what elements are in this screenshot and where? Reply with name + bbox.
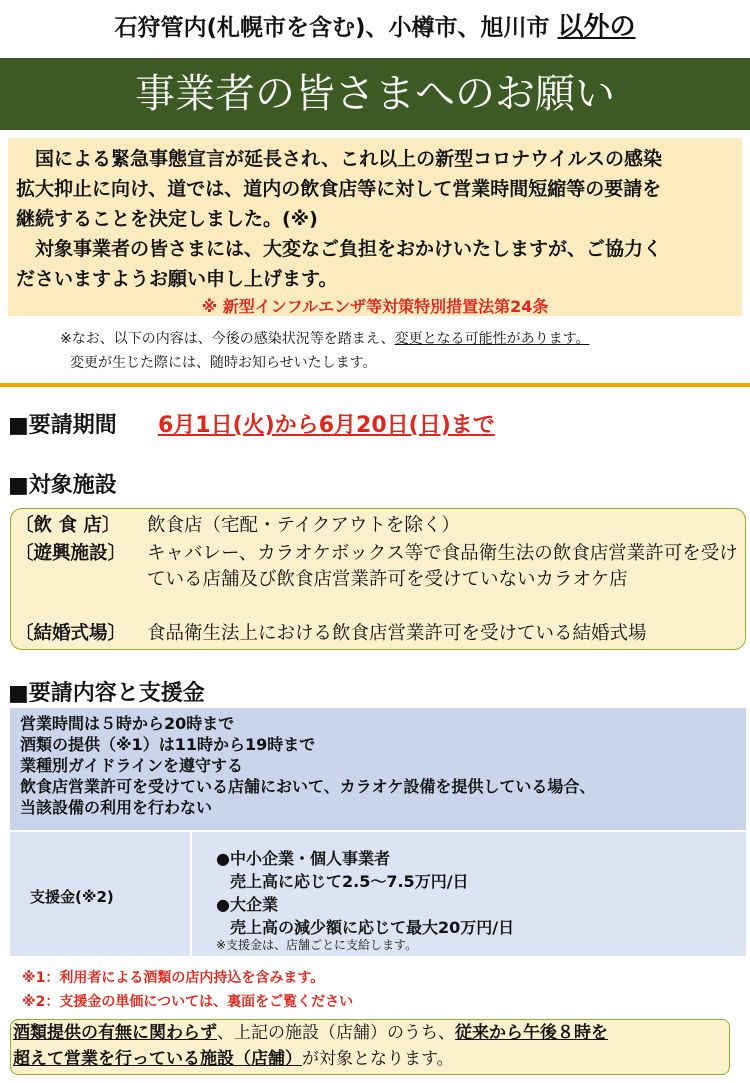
legal-reference: ※ 新型インフルエンザ等対策特別措置法第24条	[201, 297, 549, 316]
target-notice-line-2: 超えて営業を行っている施設（店舗）が対象となります。	[13, 1049, 454, 1069]
facility-label-restaurant: 〔飲 食 店〕	[15, 515, 121, 536]
facility-label-entertainment: 〔遊興施設〕	[15, 543, 127, 564]
support-sme-detail: 売上高に応じて2.5～7.5万円/日	[230, 872, 469, 891]
support-large-detail: 売上高の減少額に応じて最大20万円/日	[230, 918, 515, 937]
notice-line-2: 変更が生じた際には、随時お知らせいたします。	[70, 355, 377, 371]
support-box	[10, 832, 746, 956]
facilities-heading: ■対象施設	[8, 473, 117, 498]
period-value: 6月1日(火)から6月20日(日)まで	[158, 413, 495, 438]
region-emphasis: 以外の	[557, 12, 636, 42]
intro-box	[8, 138, 742, 316]
footnote-2: ※2：支援金の単価については、裏面をご覧ください	[22, 994, 354, 1010]
divider	[0, 383, 750, 387]
request-line: 業種別ガイドラインを遵守する	[20, 756, 244, 775]
facility-label-wedding: 〔結婚式場〕	[15, 623, 127, 644]
region-header	[0, 6, 750, 43]
facility-desc-restaurant: 飲食店（宅配・テイクアウトを除く）	[147, 515, 460, 536]
support-large-title: ●大企業	[216, 895, 278, 914]
support-separator	[190, 832, 192, 956]
support-sme-title: ●中小企業・個人事業者	[216, 849, 390, 868]
target-notice-box	[10, 1019, 730, 1075]
intro-line-4: 対象事業者の皆さまには、大変なご負担をおかけいたしますが、ご協力く	[35, 238, 663, 260]
request-line: 酒類の提供（※1）は11時から19時まで	[20, 735, 316, 754]
facility-desc-entertainment: キャバレー、カラオケボックス等で食品衛生法の飲食店営業許可を受けている店舗及び飲食店営業許可を受けていないカラオケ店	[147, 543, 738, 590]
intro-line-1: 国による緊急事態宣言が延長され、これ以上の新型コロナウイルスの感染	[35, 148, 663, 170]
request-line: 当該設備の利用を行わない	[20, 798, 213, 817]
page-title: 事業者の皆さまへのお願い	[0, 58, 750, 130]
intro-line-5: ださいますようお願い申し上げます。	[16, 268, 338, 290]
facilities-box	[10, 508, 746, 650]
period-heading: ■要請期間	[8, 413, 117, 438]
request-box	[10, 708, 746, 830]
facility-desc-wedding: 食品衛生法上における飲食店営業許可を受けている結婚式場	[147, 623, 647, 644]
target-notice-line-1: 酒類提供の有無に関わらず、上記の施設（店舗）のうち、従来から午後８時を	[13, 1023, 608, 1043]
support-label: 支援金(※2)	[30, 888, 114, 906]
intro-line-3: 継続することを決定しました。(※)	[16, 208, 318, 230]
notice-line-1: ※なお、以下の内容は、今後の感染状況等を踏まえ、変更となる可能性があります。	[60, 331, 590, 347]
footnote-1: ※1：利用者による酒類の店内持込を含みます。	[22, 970, 325, 986]
request-heading: ■要請内容と支援金	[8, 681, 205, 706]
request-line: 飲食店営業許可を受けている店舗において、カラオケ設備を提供している場合、	[20, 777, 596, 796]
region-text: 石狩管内(札幌市を含む)、小樽市、旭川市	[114, 15, 550, 41]
intro-line-2: 拡大抑止に向け、道では、道内の飲食店等に対して営業時間短縮等の要請を	[16, 178, 662, 200]
support-note: ※支援金は、店舗ごとに支給します。	[216, 938, 418, 952]
request-line: 営業時間は５時から20時まで	[20, 714, 235, 733]
